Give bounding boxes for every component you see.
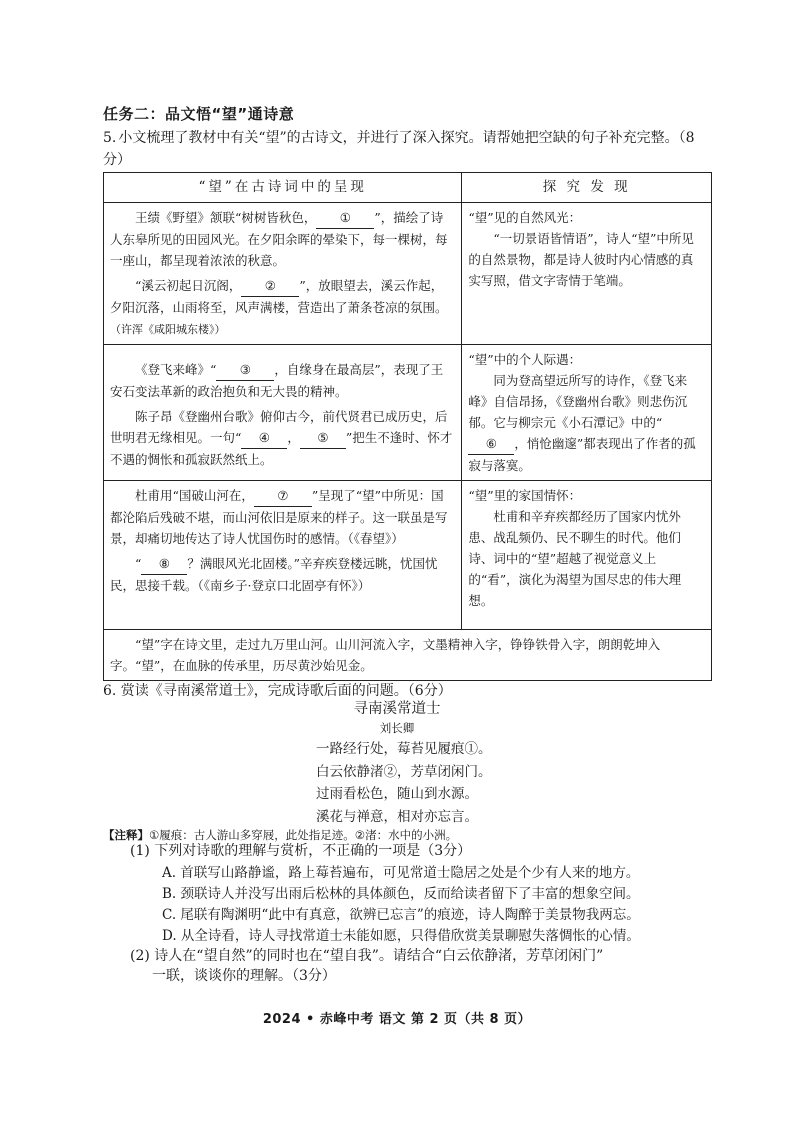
table-summary-text: “望”字在诗文里，走过九万里山河。山川河流入字，文墨精神入字，铮铮铁骨入字，朗朗乾坤入字。“望”，在血脉的传承里，历尽黄沙始见金。 xyxy=(110,637,661,673)
row3-finding-heading: “望”里的家国情怀： xyxy=(468,488,582,503)
poem-line: 一路经行处，莓苔见履痕①。 xyxy=(316,741,492,757)
blank-1[interactable]: ① xyxy=(316,207,374,229)
poem-line: 过雨看松色，随山到水源。 xyxy=(316,786,478,802)
blank-3[interactable]: ③ xyxy=(216,359,274,381)
text-span: ？满眼风光北固楼。”辛弃疾登楼远眺，忧国忧民，思接千载。（《南乡子·登京口北固亭有怀》） xyxy=(110,556,438,593)
poem-line: 白云依静渚②，芳草闭闲门。 xyxy=(316,763,492,780)
question-6: 6. 赏读《寻南溪常道士》，完成诗歌后面的问题。（6分） xyxy=(103,683,452,699)
row1-right-cell xyxy=(462,203,712,345)
text-span: 杜甫用“国破山河在， xyxy=(135,488,254,503)
page-footer: 2024 • 赤峰中考 语文 第 2 页（共 8 页） xyxy=(262,1012,532,1027)
row3-paragraph-1 xyxy=(110,485,455,549)
row1-paragraph-2 xyxy=(110,275,455,340)
question-6-part-2 xyxy=(130,946,710,986)
annotation-text: ①履痕：古人游山多穿屐，此处指足迹。②渚：水中的小洲。 xyxy=(149,828,458,842)
blank-2[interactable]: ② xyxy=(241,275,299,297)
table-header-right: 探 究 发 现 xyxy=(462,173,712,203)
blank-7[interactable]: ⑦ xyxy=(254,485,312,507)
table-row-3 xyxy=(104,481,712,630)
table-row-2 xyxy=(104,345,712,481)
text-span: 陈子昂《登幽州台歌》俯仰古今，前代贤君已成历史，后世明君无缘相见。一句“ xyxy=(110,409,448,445)
row1-left-cell xyxy=(104,203,462,345)
row3-right-cell xyxy=(462,481,712,630)
text-span: ，悄怆幽邃”都表现出了作者的孤寂与落寞。 xyxy=(468,436,696,473)
row2-finding-body xyxy=(468,370,705,476)
row2-paragraph-1 xyxy=(110,359,455,402)
annotation-label: 【注释】 xyxy=(103,828,149,842)
blank-8[interactable]: ⑧ xyxy=(141,553,187,575)
text-span: 同为登高望远所写的诗作，《登飞来峰》自信昂扬，《登幽州台歌》则悲伤沉郁。它与柳宗元《小石潭记》中的“ xyxy=(468,373,688,430)
source-note: （许浑《咸阳城东楼》） xyxy=(110,323,226,336)
option-d[interactable]: D. 从全诗看，诗人寻找常道士未能如愿，只得借欣赏美景聊慰失落惆怅的心情。 xyxy=(162,928,640,944)
blank-5[interactable]: ⑤ xyxy=(300,427,346,449)
question-6-part-2-line-1: (2) 诗人在“望自然”的同时也在“望自我”。请结合“白云依静渚，芳草闭闲门” xyxy=(130,948,604,964)
row1-finding-body: “一切景语皆情语”，诗人“望”中所见的自然景物，都是诗人彼时内心情感的真实写照，借文字寄情于笔端。 xyxy=(468,231,694,288)
poem-line: 溪花与禅意，相对亦忘言。 xyxy=(316,808,478,825)
question-6-part-1: (1) 下列对诗歌的理解与赏析，不正确的一项是（3分） xyxy=(130,843,472,859)
wang-poetry-table xyxy=(103,172,712,681)
text-span: ， xyxy=(287,430,300,445)
question-6-part-2-line-2: 一联，谈谈你的理解。（3分） xyxy=(152,968,336,984)
option-c[interactable]: C. 尾联有陶渊明“此中有真意，欲辨已忘言”的痕迹，诗人陶醉于美景物我两忘。 xyxy=(162,907,640,923)
row2-left-cell xyxy=(104,345,462,481)
table-header-left: “望”在古诗词中的呈现 xyxy=(104,173,462,203)
table-summary-row xyxy=(104,630,712,681)
task-title: 任务二：品文悟“望”通诗意 xyxy=(103,105,295,123)
text-span: 王绩《野望》颔联“树树皆秋色， xyxy=(135,210,317,225)
poem-body xyxy=(316,738,492,828)
option-b[interactable]: B. 颈联诗人并没写出雨后松林的具体颜色，反而给读者留下了丰富的想象空间。 xyxy=(162,886,640,902)
row3-paragraph-2 xyxy=(110,553,455,596)
text-span: ，自缘身在最高层”，表现了王安石变法革新的政治抱负和无大畏的精神。 xyxy=(110,362,444,399)
blank-6[interactable]: ⑥ xyxy=(468,433,514,455)
row2-finding-heading: “望”中的个人际遇： xyxy=(468,352,582,367)
row1-finding-heading: “望”见的自然风光： xyxy=(468,210,582,225)
text-span: ”把生不逢时、怀才不遇的惆怅和孤寂跃然纸上。 xyxy=(110,430,453,467)
question-5 xyxy=(103,127,715,171)
poem-title: 寻南溪常道士 xyxy=(353,701,441,717)
table-row-1 xyxy=(104,203,712,345)
text-span: “ xyxy=(135,556,142,571)
option-a[interactable]: A. 首联写山路静谧，路上莓苔遍布，可见常道士隐居之处是个少有人来的地方。 xyxy=(162,865,640,881)
question-5-number: 5. xyxy=(103,130,117,146)
text-span: 《登飞来峰》“ xyxy=(135,362,217,377)
row2-paragraph-2 xyxy=(110,406,455,470)
row3-finding-body: 杜甫和辛弃疾都经历了国家内忧外患、战乱频仍、民不聊生的时代。他们诗、词中的“望”超越了视觉意义上的“看”，演化为渴望为国尽忠的伟大理想。 xyxy=(468,509,682,608)
row1-paragraph-1 xyxy=(110,207,455,271)
text-span: ”呈现了“望”中所见：国都沦陷后残破不堪，而山河依旧是原来的样子。这一联虽是写景，却痛切地传达了诗人忧国伤时的感情。（《春望》） xyxy=(110,488,448,546)
blank-4[interactable]: ④ xyxy=(241,427,287,449)
poem-author: 刘长卿 xyxy=(379,721,415,735)
text-span: “溪云初起日沉阁， xyxy=(135,278,242,293)
text-span: ”，描绘了诗人东皋所见的田园风光。在夕阳余晖的晕染下，每一棵树，每一座山，都呈现着浓浓的秋意。 xyxy=(110,210,448,268)
row2-right-cell xyxy=(462,345,712,481)
text-span: ”，放眼望去，溪云作起，夕阳沉落，山雨将至，风声满楼，营造出了萧条苍凉的氛围。 xyxy=(110,278,448,315)
table-header-row xyxy=(104,173,712,203)
row3-left-cell xyxy=(104,481,462,630)
table-summary-cell xyxy=(104,630,712,681)
question-5-text: 小文梳理了教材中有关“望”的古诗文，并进行了深入探究。请帮她把空缺的句子补充完整。（8分） xyxy=(103,130,695,168)
